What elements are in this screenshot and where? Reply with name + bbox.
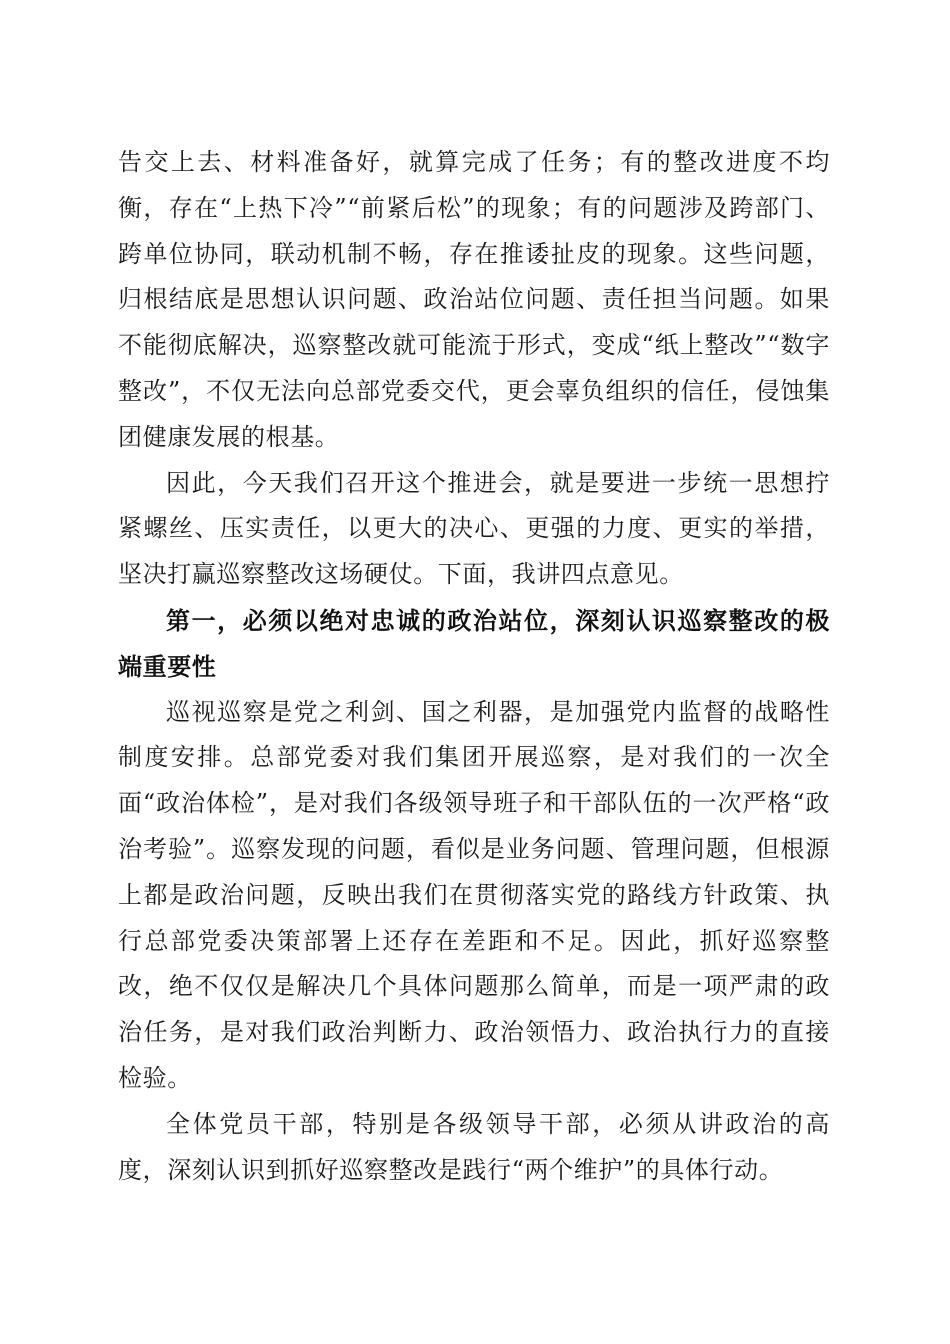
paragraph-inspection-importance: 巡视巡察是党之利剑、国之利器，是加强党内监督的战略性制度安排。总部党委对我们集团开展巡察，是对我们的一次全面“政治体检”，是对我们各级领导班子和干部队伍的一次严格“政治考验”。巡察发现的问题，看似是业务问题、管理问题，但根源上都是政治问题，反映出我们在贯彻落实党的路线方针政策、执行总部党委决策部署上还存在差距和不足。因此，抓好巡察整改，绝不仅仅是解决几个具体问题那么简单，而是一项严肃的政治任务，是对我们政治判断力、政治领悟力、政治执行力的直接检验。 <box>118 697 830 1092</box>
paragraph-cadres-understanding: 全体党员干部，特别是各级领导干部，必须从讲政治的高度，深刻认识到抓好巡察整改是践行“两个维护”的具体行动。 <box>118 1109 830 1184</box>
paragraph-continued-problems: 告交上去、材料准备好，就算完成了任务；有的整改进度不均衡，存在“上热下冷”“前紧后松”的现象；有的问题涉及跨部门、跨单位协同，联动机制不畅，存在推诿扯皮的现象。这些问题，归根结底是思想认识问题、政治站位问题、责任担当问题。如果不能彻底解决，巡察整改就可能流于形式，变成“纸上整改”“数字整改”，不仅无法向总部党委交代，更会辜负组织的信任，侵蚀集团健康发展的根基。 <box>118 148 830 451</box>
paragraph-meeting-purpose: 因此，今天我们召开这个推进会，就是要进一步统一思想拧紧螺丝、压实责任，以更大的决心、更强的力度、更实的举措，坚决打赢巡察整改这场硬仗。下面，我讲四点意见。 <box>118 468 830 589</box>
section-heading-first-point: 第一，必须以绝对忠诚的政治站位，深刻认识巡察整改的极端重要性 <box>118 605 830 681</box>
document-body <box>118 140 830 1193</box>
